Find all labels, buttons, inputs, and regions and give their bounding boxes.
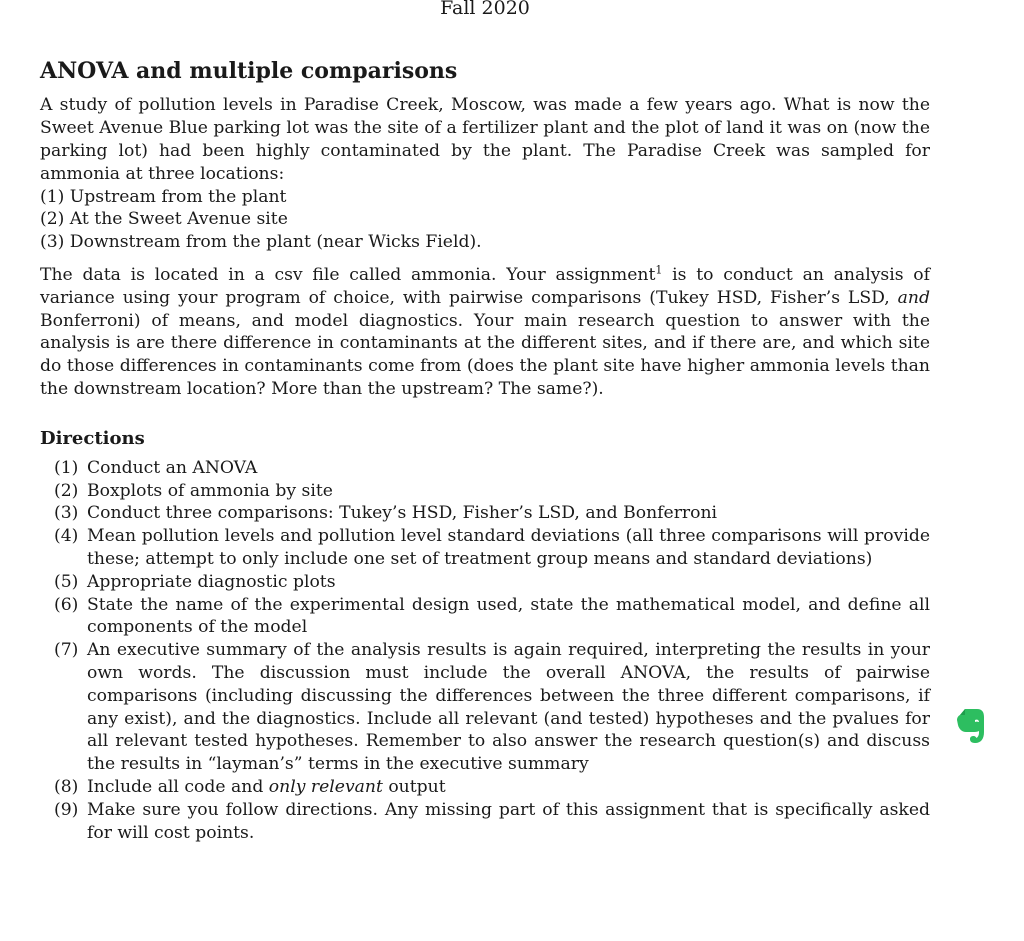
assignment-paragraph	[40, 264, 930, 401]
location-item: (2) At the Sweet Avenue site	[40, 209, 288, 230]
direction-text	[87, 776, 930, 799]
assignment-text-3: Bonferroni) of means, and model diagnostics. Your main research question to answer with the analysis is are there difference in contaminants at the different sites, and if there are, and which site do those differences in contaminants come from (does the plant site have higher ammonia levels than the downstream location? More than the upstream? The same?).	[40, 310, 930, 399]
direction-number: (6)	[54, 594, 79, 615]
direction-number: (8)	[54, 776, 79, 797]
page-header-semester: Fall 2020	[440, 0, 530, 19]
direction-number: (4)	[54, 526, 79, 547]
document-body	[40, 58, 930, 844]
footnote-marker[interactable]: 1	[655, 263, 663, 277]
direction-text: State the name of the experimental design used, state the mathematical model, and define all components of the model	[87, 594, 930, 638]
intro-paragraph: A study of pollution levels in Paradise Creek, Moscow, was made a few years ago. What is now the Sweet Avenue Blue parking lot was the site of a fertilizer plant and the plot of land it was on (now the parking lot) had been highly contaminated by the plant. The Paradise Creek was sampled for ammonia at three locations:	[40, 95, 930, 184]
direction-text: Conduct three comparisons: Tukey’s HSD, Fisher’s LSD, and Bonferroni	[87, 503, 718, 524]
direction-item	[54, 776, 930, 799]
direction-item	[54, 594, 930, 640]
direction-number: (7)	[54, 640, 79, 661]
direction-text: Mean pollution levels and pollution level standard deviations (all three comparisons will provide these; attempt to only include one set of treatment group means and standard deviations)	[87, 526, 930, 569]
direction-item	[54, 525, 930, 571]
direction-text-before: Include all code and	[87, 776, 269, 797]
directions-list	[40, 457, 930, 845]
direction-item	[54, 571, 930, 594]
direction-text: Conduct an ANOVA	[87, 457, 258, 478]
direction-emphasis: only relevant	[268, 776, 383, 797]
direction-text: Boxplots of ammonia by site	[87, 480, 333, 501]
direction-number: (2)	[54, 480, 79, 501]
direction-number: (1)	[54, 457, 79, 478]
section-title: ANOVA and multiple comparisons	[40, 58, 458, 84]
assignment-emphasis: and	[897, 287, 930, 308]
direction-item	[54, 639, 930, 776]
assignment-text-1: The data is located in a csv file called ammonia. Your assignment	[40, 264, 656, 285]
direction-number: (3)	[54, 503, 79, 524]
location-list	[40, 186, 930, 254]
evernote-icon-graphic	[953, 706, 987, 746]
evernote-icon[interactable]	[953, 706, 987, 746]
direction-number: (9)	[54, 799, 79, 820]
direction-text: An executive summary of the analysis results is again required, interpreting the results in your own words. The discussion must include the overall ANOVA, the results of pairwise comparisons (including discussing the differences between the three different comparisons, if any exist), and the diagnostics. Include all relevant (and tested) hypotheses and the pvalues for all relevant tested hypotheses. Remember to also answer the research question(s) and discuss the results in “layman’s” terms in the executive summary	[87, 640, 930, 775]
direction-item	[54, 480, 930, 503]
direction-number: (5)	[54, 571, 79, 592]
location-item: (1) Upstream from the plant	[40, 186, 287, 207]
directions-heading: Directions	[40, 427, 145, 449]
direction-item	[54, 502, 930, 525]
direction-item	[54, 457, 930, 480]
assignment-text-2: is to conduct an analysis of variance using your program of choice, with pairwise comparisons (Tukey HSD, Fisher’s LSD,	[40, 264, 930, 308]
direction-text-after: output	[382, 776, 446, 797]
location-item: (3) Downstream from the plant (near Wicks Field).	[40, 232, 482, 253]
direction-item	[54, 799, 930, 845]
direction-text: Appropriate diagnostic plots	[87, 571, 336, 592]
direction-text: Make sure you follow directions. Any missing part of this assignment that is specifically asked for will cost points.	[87, 799, 930, 843]
